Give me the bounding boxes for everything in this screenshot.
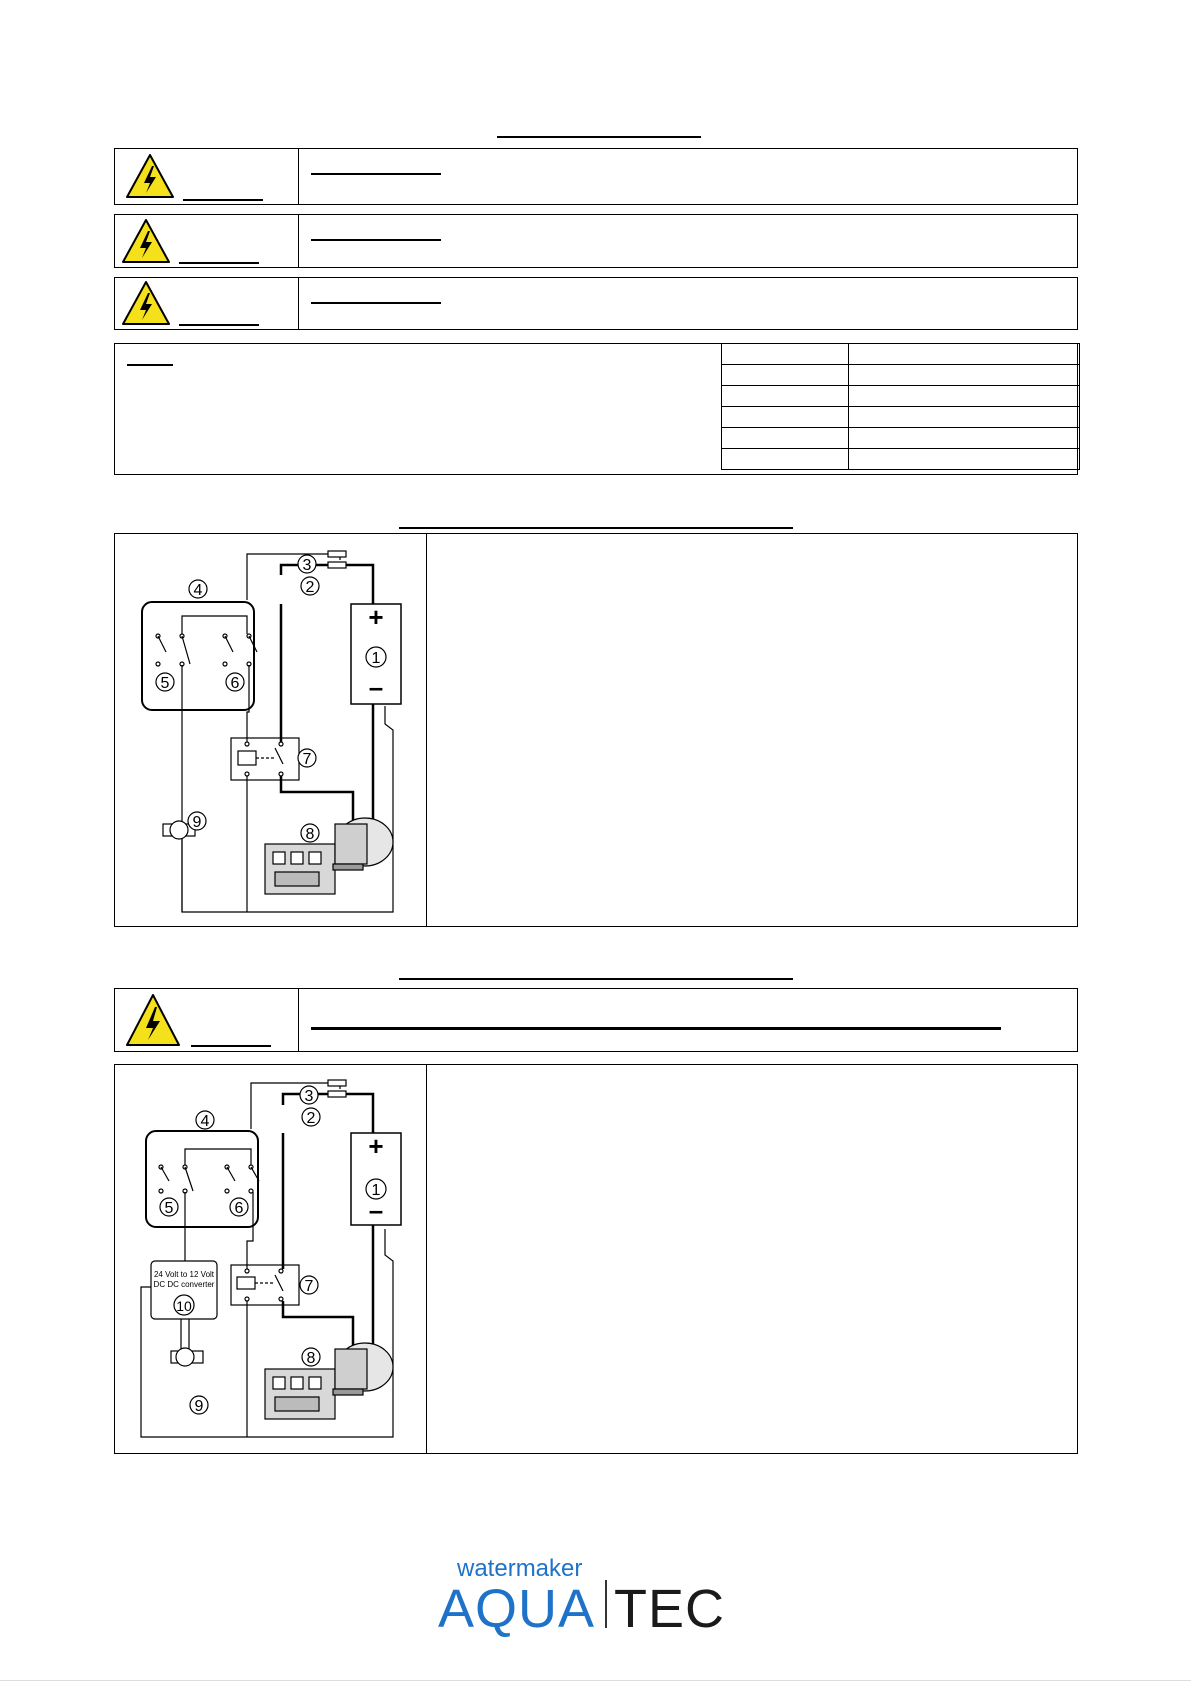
label-2: 2 <box>306 1110 316 1127</box>
table-row <box>722 427 1080 448</box>
label-8: 8 <box>305 826 315 843</box>
label-9: 9 <box>194 1398 204 1415</box>
table-row <box>722 448 1080 469</box>
logo-tagline: watermaker <box>457 1555 583 1582</box>
signature-line <box>183 199 263 201</box>
divider <box>426 1065 427 1453</box>
label-4: 4 <box>200 1113 210 1130</box>
label-3: 3 <box>304 1088 314 1105</box>
warning-box <box>114 148 1078 205</box>
wiring-diagram-box-24v <box>114 1064 1078 1454</box>
note-heading-underline <box>127 364 173 366</box>
note-spec-box <box>114 343 1078 475</box>
label-6: 6 <box>230 675 240 692</box>
solenoid-valve-icon <box>171 1348 203 1366</box>
label-5: 5 <box>160 675 170 692</box>
section-title-underline <box>399 978 793 980</box>
pump-motor-icon <box>265 1343 393 1419</box>
warning-box <box>114 988 1078 1052</box>
pump-motor-icon <box>265 818 393 894</box>
table-row <box>722 364 1080 385</box>
warning-heading-underline <box>311 302 441 304</box>
warning-heading-underline <box>311 173 441 175</box>
divider <box>298 215 299 267</box>
logo-divider <box>605 1580 607 1628</box>
label-6: 6 <box>234 1200 244 1217</box>
battery-minus: – <box>368 672 384 702</box>
logo-main-text: AQUA <box>438 1579 596 1639</box>
wiring-diagram-24v <box>115 1065 425 1453</box>
high-voltage-warning-icon <box>125 153 175 204</box>
footer-edge <box>0 1680 1191 1681</box>
converter-label-line2: DC DC converter <box>153 1280 215 1289</box>
divider <box>426 534 427 926</box>
logo-tec-text: TEC <box>614 1579 725 1639</box>
warning-box <box>114 277 1078 330</box>
label-8: 8 <box>306 1350 316 1367</box>
signature-line <box>179 324 259 326</box>
label-9: 9 <box>192 814 202 831</box>
label-1: 1 <box>371 1182 381 1199</box>
battery-minus: – <box>368 1195 384 1225</box>
warning-heading-underline <box>311 239 441 241</box>
section-title-underline <box>497 136 701 138</box>
high-voltage-warning-icon <box>121 218 171 269</box>
spec-table <box>721 343 1080 470</box>
table-row <box>722 385 1080 406</box>
divider <box>298 278 299 329</box>
table-row <box>722 343 1080 364</box>
label-7: 7 <box>304 1278 314 1295</box>
section-title-underline <box>399 527 793 529</box>
high-voltage-warning-icon <box>121 280 171 331</box>
wiring-diagram-box-12v <box>114 533 1078 927</box>
warning-heading-underline <box>311 1027 1001 1030</box>
wiring-diagram-12v <box>115 534 425 926</box>
label-7: 7 <box>302 751 312 768</box>
high-voltage-warning-icon <box>125 993 181 1052</box>
label-2: 2 <box>305 579 315 596</box>
label-10: 10 <box>176 1298 192 1314</box>
battery-plus: + <box>368 1131 384 1161</box>
label-1: 1 <box>371 650 381 667</box>
table-row <box>722 406 1080 427</box>
converter-label-line1: 24 Volt to 12 Volt <box>153 1270 215 1279</box>
battery-plus: + <box>368 602 384 632</box>
signature-line <box>179 262 259 264</box>
solenoid-valve-icon <box>163 821 195 912</box>
signature-line <box>191 1045 271 1047</box>
label-4: 4 <box>193 582 203 599</box>
divider <box>298 149 299 204</box>
divider <box>298 989 299 1051</box>
label-5: 5 <box>164 1200 174 1217</box>
label-3: 3 <box>302 557 312 574</box>
warning-box <box>114 214 1078 268</box>
